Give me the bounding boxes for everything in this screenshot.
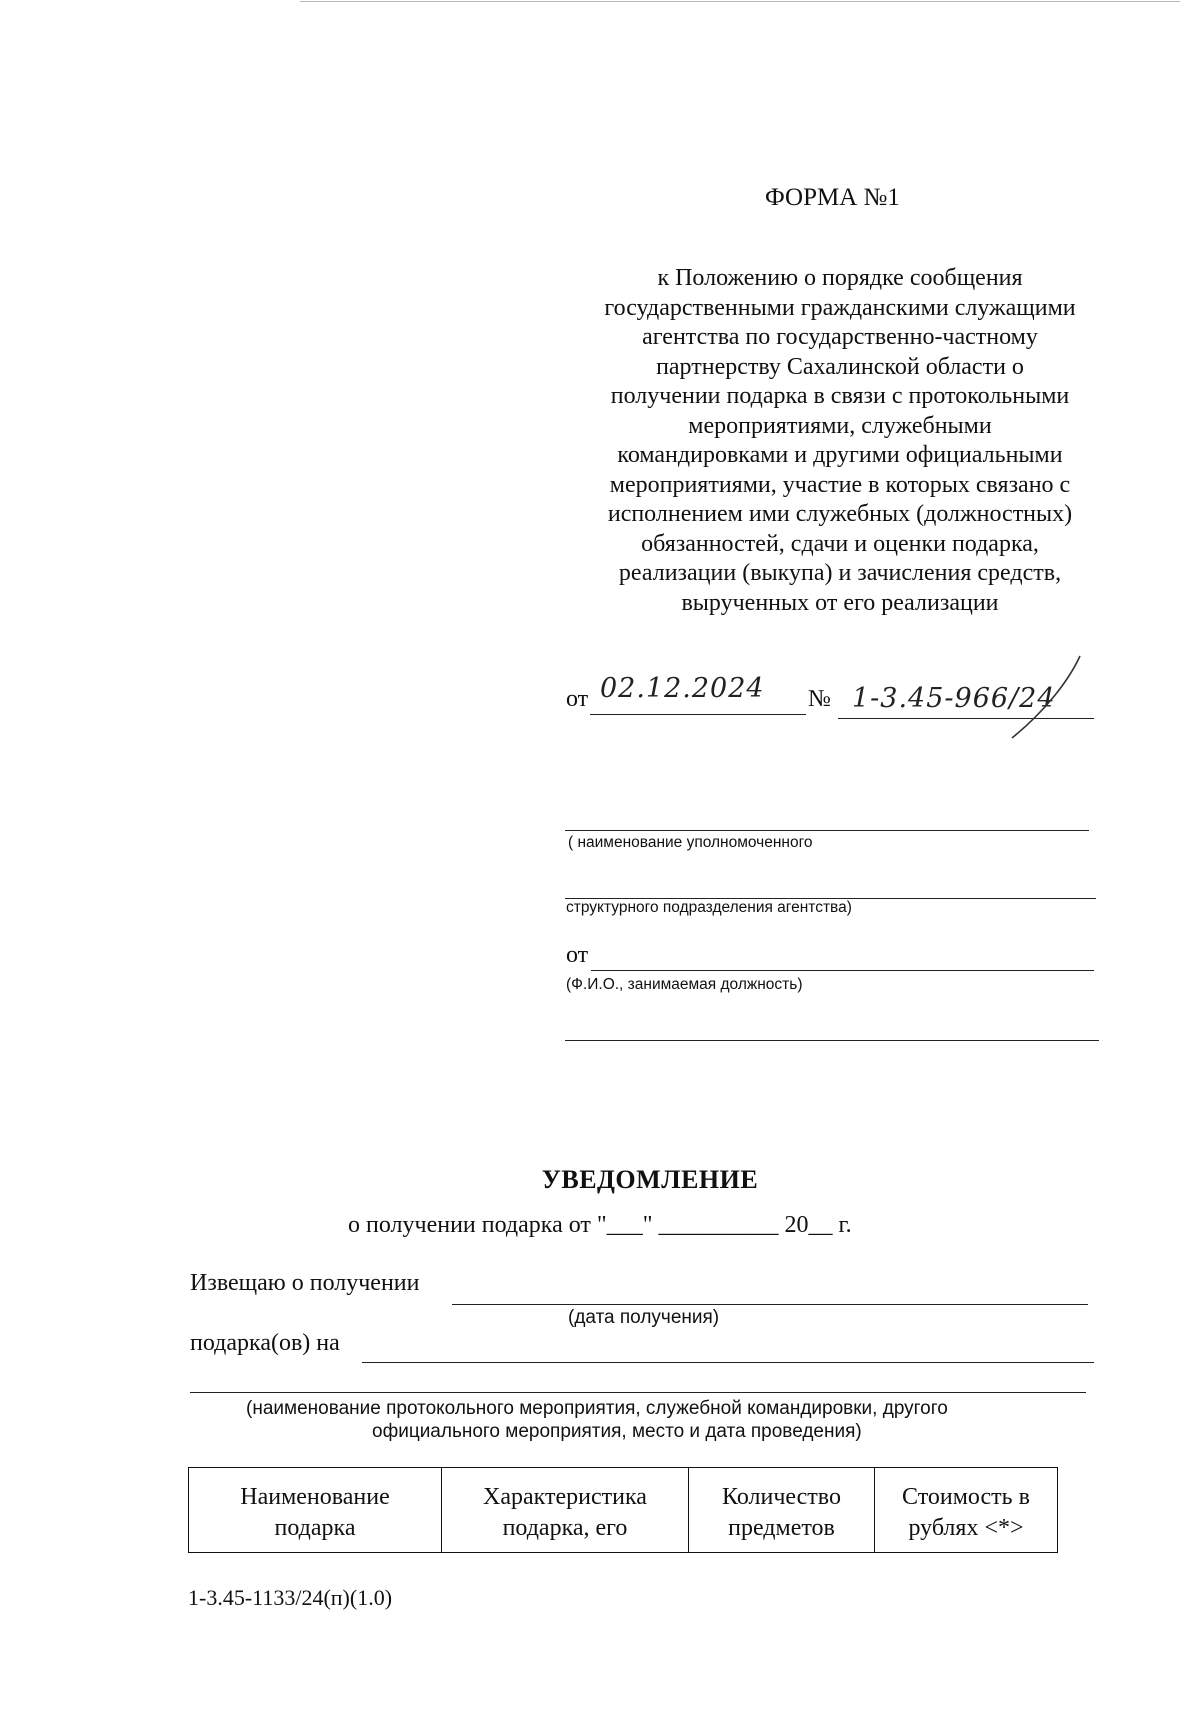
intro-line: государственными гражданскими служащими: [604, 294, 1076, 321]
intro-line: вырученных от его реализации: [681, 589, 999, 616]
intro-line: командировками и другими официальными: [617, 442, 1063, 468]
event-line-2[interactable]: [190, 1392, 1086, 1393]
intro-line: партнерству Сахалинской области о: [656, 353, 1024, 380]
date-prefix: от: [566, 686, 589, 712]
event-line-1[interactable]: [362, 1362, 1094, 1363]
intro-line: мероприятиями, участие в которых связано с: [609, 471, 1071, 498]
notice-heading: УВЕДОМЛЕНИЕ: [541, 1165, 759, 1194]
intro-text: [560, 264, 1120, 618]
receipt-date-caption: (дата получения): [568, 1307, 720, 1328]
person-line[interactable]: [591, 970, 1094, 971]
event-caption-2: официального мероприятия, место и дата проведения): [372, 1421, 862, 1442]
intro-line: обязанностей, сдачи и оценки подарка,: [641, 530, 1039, 557]
header-gift-description: Характеристика подарка, его: [442, 1468, 689, 1553]
header-cost: Стоимость в рублях <*>: [875, 1468, 1058, 1553]
handwritten-date[interactable]: 02.12.2024: [600, 673, 765, 704]
person-caption: (Ф.И.О., занимаемая должность): [566, 976, 803, 993]
table-header-row: [189, 1468, 1058, 1553]
gift-label: подарка(ов) на: [190, 1330, 340, 1356]
notice-subheading: о получении подарка от "___" __________ 20__ г.: [348, 1212, 852, 1238]
scan-top-edge: [300, 1, 1180, 2]
gifts-table: [188, 1467, 1058, 1553]
handwritten-slash-mark: [1008, 652, 1088, 744]
authority-caption: ( наименование уполномоченного: [568, 834, 813, 851]
form-title: ФОРМА №1: [765, 184, 900, 211]
intro-line: к Положению о порядке сообщения: [657, 265, 1023, 291]
intro-line: мероприятиями, служебными: [688, 412, 992, 439]
date-underline: [590, 714, 806, 715]
event-caption-1: (наименование протокольного мероприятия, служебной командировки, другого: [246, 1398, 948, 1419]
intro-line: исполнением ими служебных (должностных): [607, 501, 1073, 527]
header-gift-name: Наименование подарка: [189, 1468, 442, 1553]
intro-line: получении подарка в связи с протокольными: [610, 383, 1070, 409]
notify-label: Извещаю о получении: [190, 1270, 420, 1296]
from-label: от: [566, 942, 589, 968]
intro-line: реализации (выкупа) и зачисления средств,: [618, 560, 1062, 586]
number-prefix: №: [808, 686, 831, 712]
document-code: 1-3.45-1133/24(п)(1.0): [188, 1585, 393, 1610]
header-quantity: Количество предметов: [689, 1468, 875, 1553]
intro-line: агентства по государственно-частному: [642, 324, 1038, 350]
handwritten-number[interactable]: 1-3.45-966/24: [852, 683, 1056, 714]
division-caption: структурного подразделения агентства): [566, 899, 852, 916]
position-line[interactable]: [565, 1040, 1099, 1041]
authority-line[interactable]: [565, 830, 1089, 831]
receipt-date-line[interactable]: [452, 1304, 1088, 1305]
